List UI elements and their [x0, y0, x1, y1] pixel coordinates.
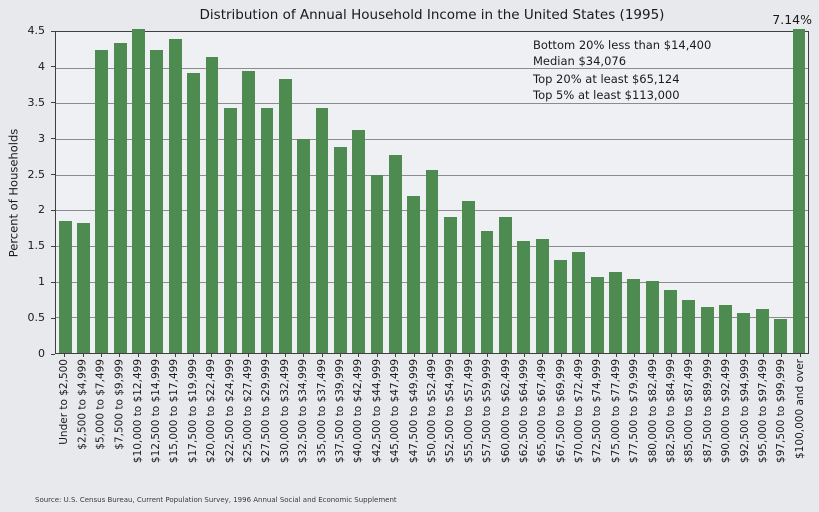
bar-slot — [478, 32, 496, 353]
bar — [591, 277, 604, 353]
x-tick — [735, 357, 753, 485]
bar-slot — [239, 32, 257, 353]
annotation-block-top — [533, 72, 711, 103]
x-tick — [423, 357, 441, 485]
bar-slot — [184, 32, 202, 353]
bar — [774, 319, 787, 353]
y-tick-label: 4.5 — [27, 24, 45, 37]
bar — [554, 260, 567, 353]
bar-slot — [386, 32, 404, 353]
bar-slot — [441, 32, 459, 353]
bar-slot — [368, 32, 386, 353]
bar-slot — [331, 32, 349, 353]
bar-slot — [771, 32, 789, 353]
x-tick — [239, 357, 257, 485]
x-tick-label: $37,500 to $39,999 — [334, 359, 347, 464]
bar-slot — [221, 32, 239, 353]
x-tick — [386, 357, 404, 485]
bar — [95, 50, 108, 353]
bar — [242, 71, 255, 353]
annotation-block-bottom — [533, 38, 711, 69]
bar — [352, 130, 365, 353]
bar — [206, 57, 219, 353]
x-tick-label: $95,000 to $97,499 — [757, 359, 770, 464]
chart-title: Distribution of Annual Household Income in the United States (1995) — [199, 7, 665, 23]
x-tick-label: $85,000 to $87,499 — [683, 359, 696, 464]
bar-slot — [166, 32, 184, 353]
x-tick-label: $57,500 to $59,999 — [481, 359, 494, 464]
x-tick-label: $5,000 to $7,499 — [94, 359, 107, 450]
x-tick — [699, 357, 717, 485]
x-tick — [570, 357, 588, 485]
x-tick — [772, 357, 790, 485]
x-tick-label: $55,000 to $57,499 — [462, 359, 475, 464]
bar — [499, 217, 512, 353]
bar — [279, 79, 292, 353]
x-tick — [460, 357, 478, 485]
x-tick-label: $17,500 to $19,999 — [186, 359, 199, 464]
bar — [187, 73, 200, 353]
x-tick — [625, 357, 643, 485]
x-tick-label: $67,500 to $69,999 — [554, 359, 567, 464]
x-tick — [754, 357, 772, 485]
x-tick — [165, 357, 183, 485]
bar-slot — [405, 32, 423, 353]
x-tick-label: $75,000 to $77,499 — [609, 359, 622, 464]
x-tick-label: $32,500 to $34,999 — [297, 359, 310, 464]
y-axis-label: Percent of Households — [6, 128, 20, 257]
x-tick — [147, 357, 165, 485]
bar-slot — [515, 32, 533, 353]
x-tick — [496, 357, 514, 485]
bar-slot — [790, 32, 808, 353]
bar — [316, 108, 329, 353]
x-tick-label: $2,500 to $4,999 — [76, 359, 89, 450]
x-tick — [515, 357, 533, 485]
x-tick-label: $27,500 to $29,999 — [260, 359, 273, 464]
x-tick — [92, 357, 110, 485]
bar-slot — [129, 32, 147, 353]
x-tick-label: $30,000 to $32,499 — [278, 359, 291, 464]
x-tick — [110, 357, 128, 485]
bar — [132, 29, 145, 353]
bar-slot — [294, 32, 312, 353]
bar-slot — [460, 32, 478, 353]
x-tick-label: $25,000 to $27,499 — [242, 359, 255, 464]
bar — [334, 147, 347, 353]
bar — [536, 239, 549, 353]
y-tick-label: 4 — [38, 59, 45, 73]
bar — [462, 201, 475, 353]
x-tick-label: $45,000 to $47,499 — [389, 359, 402, 464]
x-tick-label: $72,500 to $74,999 — [591, 359, 604, 464]
bar — [407, 196, 420, 353]
y-tick-label: 1.5 — [27, 239, 45, 253]
x-tick — [404, 357, 422, 485]
y-tick-label: 0.5 — [27, 311, 45, 325]
x-tick-label: $20,000 to $22,499 — [205, 359, 218, 464]
x-tick-label: $90,000 to $92,499 — [720, 359, 733, 464]
x-tick — [662, 357, 680, 485]
x-tick — [73, 357, 91, 485]
x-tick-label: $52,500 to $54,999 — [444, 359, 457, 464]
x-tick-label: $47,500 to $49,999 — [407, 359, 420, 464]
bar — [261, 108, 274, 353]
bar-slot — [203, 32, 221, 353]
bar — [682, 300, 695, 354]
bar — [389, 155, 402, 353]
bar — [77, 223, 90, 353]
bar-slot — [148, 32, 166, 353]
annotations — [533, 38, 711, 103]
annotation-line: Bottom 20% less than $14,400 — [533, 38, 712, 52]
annotation-line: Top 20% at least $65,124 — [533, 72, 680, 86]
y-tick-label: 2 — [38, 203, 45, 217]
x-tick — [607, 357, 625, 485]
x-tick-label: $80,000 to $82,499 — [646, 359, 659, 464]
bar — [224, 108, 237, 353]
x-tick — [312, 357, 330, 485]
x-tick — [680, 357, 698, 485]
bar — [719, 305, 732, 353]
clipped-bar-value-label: 7.14% — [772, 12, 812, 27]
bar-slot — [258, 32, 276, 353]
x-tick — [221, 357, 239, 485]
x-tick-label: $42,500 to $44,999 — [370, 359, 383, 464]
x-tick-label: $92,500 to $94,999 — [738, 359, 751, 464]
x-tick-label: $62,500 to $64,999 — [517, 359, 530, 464]
x-tick-label: $82,500 to $84,999 — [665, 359, 678, 464]
x-tick — [478, 357, 496, 485]
annotation-line: Top 5% at least $113,000 — [533, 87, 680, 102]
bar-slot — [496, 32, 514, 353]
x-tick — [644, 357, 662, 485]
x-tick — [55, 357, 73, 485]
x-tick-label: $65,000 to $67,499 — [536, 359, 549, 464]
x-tick — [552, 357, 570, 485]
x-tick-label: $40,000 to $42,499 — [352, 359, 365, 464]
bar-slot — [313, 32, 331, 353]
bar — [444, 217, 457, 353]
x-tick — [441, 357, 459, 485]
bar-slot — [753, 32, 771, 353]
x-tick-label: $100,000 and over — [793, 359, 806, 459]
x-tick — [331, 357, 349, 485]
bar — [664, 290, 677, 353]
bar — [646, 281, 659, 353]
bar — [150, 50, 163, 353]
bar — [59, 221, 72, 353]
x-tick — [533, 357, 551, 485]
annotation-line: Median $34,076 — [533, 53, 627, 68]
bar — [517, 241, 530, 353]
x-tick-label: $60,000 to $62,499 — [499, 359, 512, 464]
bar-slot — [74, 32, 92, 353]
x-tick — [257, 357, 275, 485]
x-tick — [129, 357, 147, 485]
bar — [737, 313, 750, 353]
y-tick-label: 1 — [38, 275, 45, 289]
bar — [297, 139, 310, 353]
x-tick — [791, 357, 809, 485]
x-tick — [276, 357, 294, 485]
bar — [114, 43, 127, 353]
bar — [169, 39, 182, 353]
bar-slot — [735, 32, 753, 353]
bar — [609, 272, 622, 353]
bar-slot — [93, 32, 111, 353]
bar — [756, 309, 769, 353]
x-tick-label: $10,000 to $12,499 — [131, 359, 144, 464]
bar — [793, 29, 806, 353]
x-tick-label: $87,500 to $89,999 — [701, 359, 714, 464]
bar-slot — [111, 32, 129, 353]
x-tick — [202, 357, 220, 485]
x-tick-label: $15,000 to $17,499 — [168, 359, 181, 464]
y-tick-label: 0 — [38, 347, 45, 360]
y-tick-label: 3.5 — [27, 95, 45, 109]
x-tick-label: $97,500 to $99,999 — [775, 359, 788, 464]
x-tick-label: $70,000 to $72,499 — [573, 359, 586, 464]
x-axis-tick-labels — [55, 357, 809, 485]
x-tick — [349, 357, 367, 485]
x-tick-label: $22,500 to $24,999 — [223, 359, 236, 464]
x-tick — [588, 357, 606, 485]
x-tick — [184, 357, 202, 485]
y-tick-label: 2.5 — [27, 167, 45, 181]
x-tick-label: $7,500 to $9,999 — [113, 359, 126, 450]
bar — [371, 175, 384, 353]
x-tick-label: $12,500 to $14,999 — [150, 359, 163, 464]
x-tick-label: $50,000 to $52,499 — [426, 359, 439, 464]
bar-slot — [716, 32, 734, 353]
bar — [572, 252, 585, 353]
bar-slot — [56, 32, 74, 353]
x-tick-label: $77,500 to $79,999 — [628, 359, 641, 464]
bar — [701, 307, 714, 353]
bar-slot — [350, 32, 368, 353]
x-tick — [717, 357, 735, 485]
y-axis — [0, 24, 55, 360]
bar — [481, 231, 494, 353]
bar — [426, 170, 439, 353]
x-tick-label: $35,000 to $37,499 — [315, 359, 328, 464]
bar-slot — [423, 32, 441, 353]
x-tick-label: Under to $2,500 — [58, 359, 71, 445]
bar-slot — [276, 32, 294, 353]
x-tick — [368, 357, 386, 485]
bar — [627, 279, 640, 353]
x-tick — [294, 357, 312, 485]
source-note: Source: U.S. Census Bureau, Current Population Survey, 1996 Annual Social and Economic Supplement — [35, 496, 397, 504]
y-tick-label: 3 — [38, 131, 45, 145]
